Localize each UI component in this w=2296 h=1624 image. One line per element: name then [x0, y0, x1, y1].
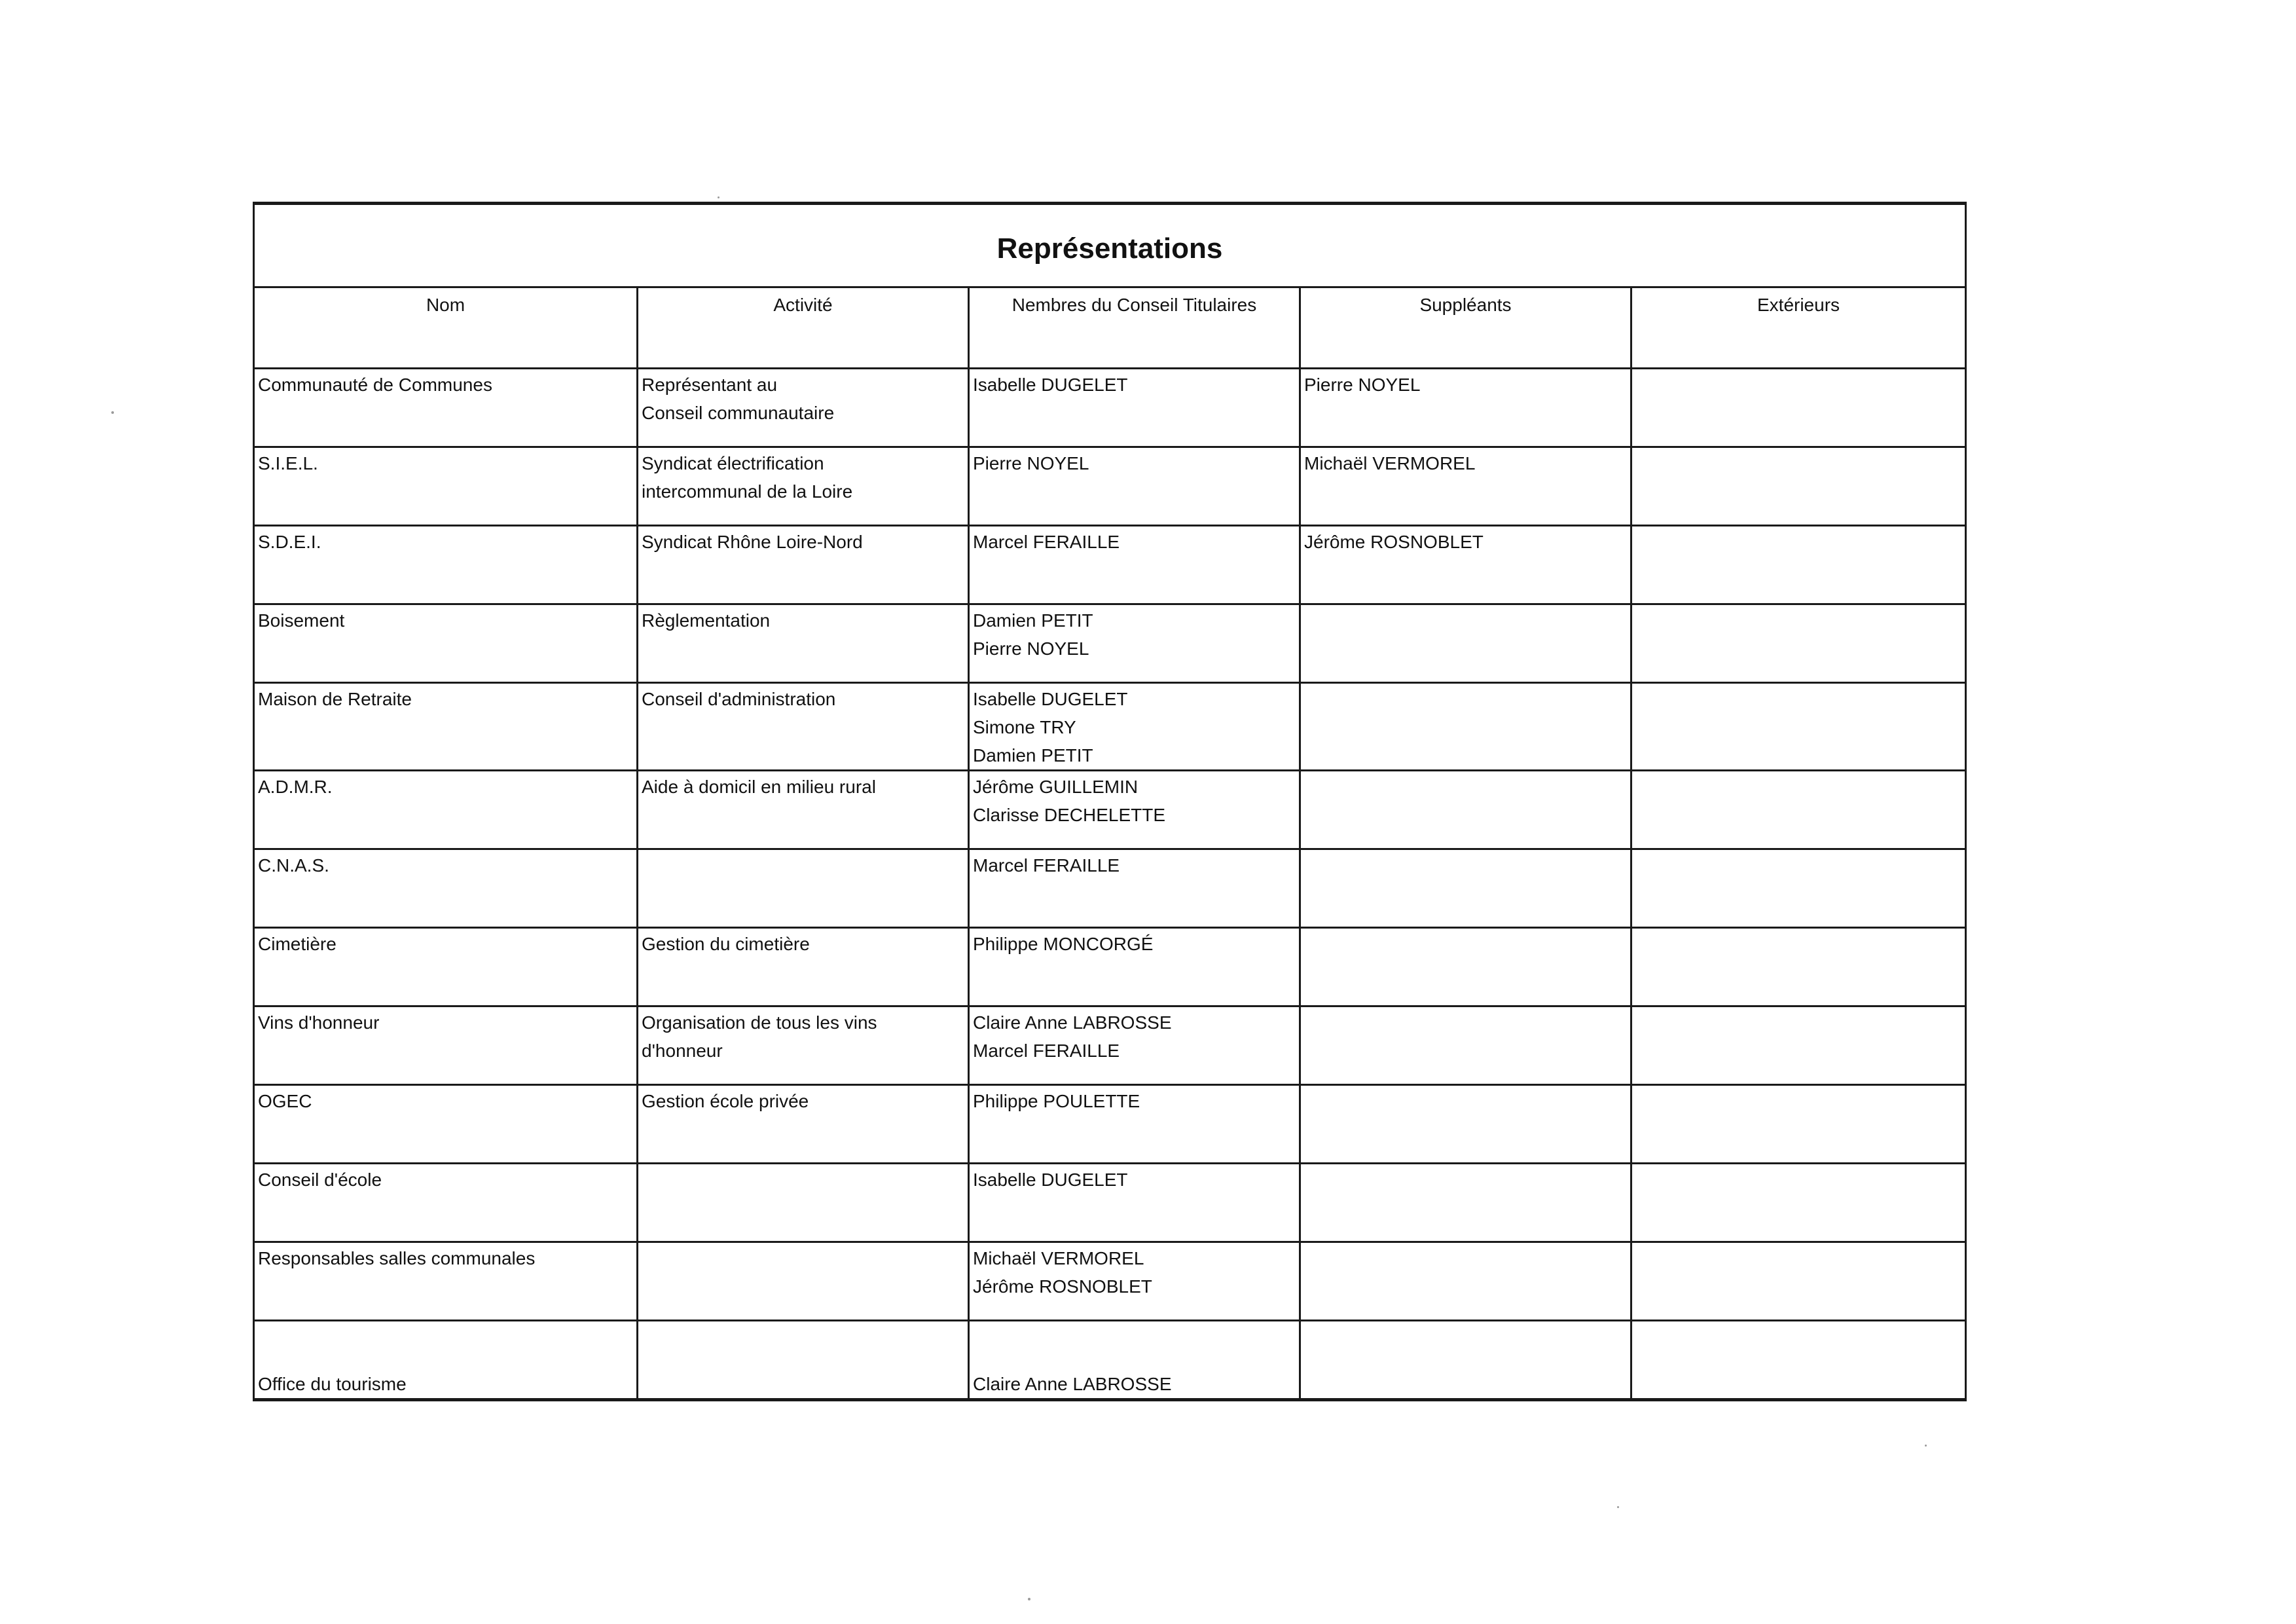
- cell-text: Clarisse DECHELETTE: [973, 805, 1166, 825]
- representations-table: [253, 202, 1967, 1401]
- cell-text: Office du tourisme: [258, 1374, 407, 1394]
- cell-suppleants: [1300, 447, 1631, 526]
- table-row: [254, 447, 1966, 526]
- cell-text: Organisation de tous les vins: [642, 1012, 877, 1033]
- cell-nom: [254, 1164, 638, 1242]
- cell-nom: [254, 369, 638, 447]
- cell-text: Isabelle DUGELET: [973, 689, 1128, 709]
- cell-text: Jérôme ROSNOBLET: [973, 1276, 1152, 1297]
- header-nom: Nom: [254, 287, 638, 369]
- cell-exterieurs: [1631, 1242, 1966, 1321]
- cell-text: Marcel FERAILLE: [973, 532, 1120, 552]
- table-row: [254, 604, 1966, 683]
- cell-nom: [254, 1321, 638, 1400]
- scan-speck: [111, 411, 114, 414]
- cell-exterieurs: [1631, 1085, 1966, 1164]
- cell-exterieurs: [1631, 447, 1966, 526]
- cell-text: S.D.E.I.: [258, 532, 321, 552]
- header-suppleants: Suppléants: [1300, 287, 1631, 369]
- cell-titulaires: [969, 369, 1300, 447]
- cell-activite: [638, 849, 969, 928]
- cell-activite: [638, 683, 969, 771]
- cell-titulaires: [969, 771, 1300, 849]
- cell-text: Conseil d'école: [258, 1170, 382, 1190]
- cell-suppleants: [1300, 526, 1631, 604]
- cell-text: Gestion du cimetière: [642, 934, 810, 954]
- table-row: [254, 369, 1966, 447]
- cell-text: d'honneur: [642, 1041, 723, 1061]
- cell-text: Michaël VERMOREL: [973, 1248, 1144, 1268]
- cell-text: Gestion école privée: [642, 1091, 809, 1111]
- cell-activite: [638, 1164, 969, 1242]
- cell-nom: [254, 447, 638, 526]
- cell-text: Pierre NOYEL: [1304, 375, 1421, 395]
- table-title: Représentations: [254, 204, 1966, 287]
- cell-text: C.N.A.S.: [258, 855, 329, 876]
- cell-suppleants: [1300, 928, 1631, 1006]
- scan-speck: [718, 196, 720, 198]
- header-titulaires: Nembres du Conseil Titulaires: [969, 287, 1300, 369]
- table-row: [254, 683, 1966, 771]
- cell-text: Maison de Retraite: [258, 689, 412, 709]
- cell-text: Pierre NOYEL: [973, 453, 1089, 473]
- cell-suppleants: [1300, 1321, 1631, 1400]
- cell-text: Damien PETIT: [973, 610, 1093, 631]
- table-row: [254, 1085, 1966, 1164]
- cell-nom: [254, 1085, 638, 1164]
- header-row: [254, 287, 1966, 369]
- scan-speck: [1617, 1506, 1619, 1508]
- table-row: [254, 928, 1966, 1006]
- cell-activite: [638, 1242, 969, 1321]
- cell-text: Représentant au: [642, 375, 778, 395]
- cell-exterieurs: [1631, 683, 1966, 771]
- cell-text: Simone TRY: [973, 717, 1076, 737]
- table-row: [254, 1164, 1966, 1242]
- cell-exterieurs: [1631, 771, 1966, 849]
- cell-text: Boisement: [258, 610, 345, 631]
- cell-nom: [254, 928, 638, 1006]
- cell-suppleants: [1300, 1085, 1631, 1164]
- cell-activite: [638, 1321, 969, 1400]
- cell-text: Philippe POULETTE: [973, 1091, 1140, 1111]
- table-row: [254, 849, 1966, 928]
- cell-nom: [254, 849, 638, 928]
- cell-exterieurs: [1631, 849, 1966, 928]
- cell-text: Jérôme ROSNOBLET: [1304, 532, 1484, 552]
- cell-text: S.I.E.L.: [258, 453, 318, 473]
- title-row: [254, 204, 1966, 287]
- cell-activite: [638, 369, 969, 447]
- cell-text: Philippe MONCORGÉ: [973, 934, 1154, 954]
- cell-suppleants: [1300, 683, 1631, 771]
- cell-exterieurs: [1631, 526, 1966, 604]
- cell-titulaires: [969, 928, 1300, 1006]
- cell-suppleants: [1300, 1006, 1631, 1085]
- cell-text: Règlementation: [642, 610, 771, 631]
- cell-exterieurs: [1631, 1006, 1966, 1085]
- cell-text: Damien PETIT: [973, 745, 1093, 766]
- cell-text: Conseil d'administration: [642, 689, 836, 709]
- header-activite: Activité: [638, 287, 969, 369]
- cell-text: OGEC: [258, 1091, 312, 1111]
- scan-speck: [1028, 1598, 1030, 1600]
- cell-text: Pierre NOYEL: [973, 638, 1089, 659]
- cell-text: Isabelle DUGELET: [973, 375, 1128, 395]
- scan-speck: [1925, 1445, 1927, 1447]
- cell-exterieurs: [1631, 1164, 1966, 1242]
- cell-suppleants: [1300, 604, 1631, 683]
- cell-text: Marcel FERAILLE: [973, 855, 1120, 876]
- cell-text: Syndicat Rhône Loire-Nord: [642, 532, 863, 552]
- cell-suppleants: [1300, 849, 1631, 928]
- cell-nom: [254, 526, 638, 604]
- cell-nom: [254, 683, 638, 771]
- cell-nom: [254, 1006, 638, 1085]
- header-exterieurs: Extérieurs: [1631, 287, 1966, 369]
- cell-titulaires: [969, 849, 1300, 928]
- table-body: [254, 369, 1966, 1400]
- cell-activite: [638, 604, 969, 683]
- cell-text: Cimetière: [258, 934, 337, 954]
- cell-nom: [254, 604, 638, 683]
- cell-activite: [638, 526, 969, 604]
- table-row: [254, 1242, 1966, 1321]
- cell-text: Michaël VERMOREL: [1304, 453, 1476, 473]
- cell-titulaires: [969, 447, 1300, 526]
- cell-suppleants: [1300, 771, 1631, 849]
- cell-text: Communauté de Communes: [258, 375, 492, 395]
- cell-text: Isabelle DUGELET: [973, 1170, 1128, 1190]
- cell-titulaires: [969, 526, 1300, 604]
- cell-suppleants: [1300, 1164, 1631, 1242]
- cell-text: Conseil communautaire: [642, 403, 835, 423]
- cell-titulaires: [969, 683, 1300, 771]
- cell-titulaires: [969, 1321, 1300, 1400]
- cell-activite: [638, 1006, 969, 1085]
- cell-titulaires: [969, 1085, 1300, 1164]
- cell-activite: [638, 447, 969, 526]
- cell-text: Syndicat électrification: [642, 453, 824, 473]
- cell-exterieurs: [1631, 928, 1966, 1006]
- cell-titulaires: [969, 1242, 1300, 1321]
- cell-titulaires: [969, 1164, 1300, 1242]
- cell-text: Vins d'honneur: [258, 1012, 380, 1033]
- cell-exterieurs: [1631, 369, 1966, 447]
- cell-text: Responsables salles communales: [258, 1248, 536, 1268]
- cell-titulaires: [969, 604, 1300, 683]
- cell-suppleants: [1300, 369, 1631, 447]
- cell-nom: [254, 771, 638, 849]
- cell-exterieurs: [1631, 1321, 1966, 1400]
- cell-text: Marcel FERAILLE: [973, 1041, 1120, 1061]
- cell-text: intercommunal de la Loire: [642, 481, 853, 502]
- cell-titulaires: [969, 1006, 1300, 1085]
- cell-text: Aide à domicil en milieu rural: [642, 777, 876, 797]
- cell-exterieurs: [1631, 604, 1966, 683]
- table-row: [254, 771, 1966, 849]
- cell-text: A.D.M.R.: [258, 777, 333, 797]
- cell-nom: [254, 1242, 638, 1321]
- cell-text: Claire Anne LABROSSE: [973, 1374, 1172, 1394]
- cell-activite: [638, 1085, 969, 1164]
- cell-activite: [638, 928, 969, 1006]
- table-row: [254, 1321, 1966, 1400]
- cell-text: Jérôme GUILLEMIN: [973, 777, 1139, 797]
- table-row: [254, 526, 1966, 604]
- table-row: [254, 1006, 1966, 1085]
- cell-suppleants: [1300, 1242, 1631, 1321]
- cell-text: Claire Anne LABROSSE: [973, 1012, 1172, 1033]
- cell-activite: [638, 771, 969, 849]
